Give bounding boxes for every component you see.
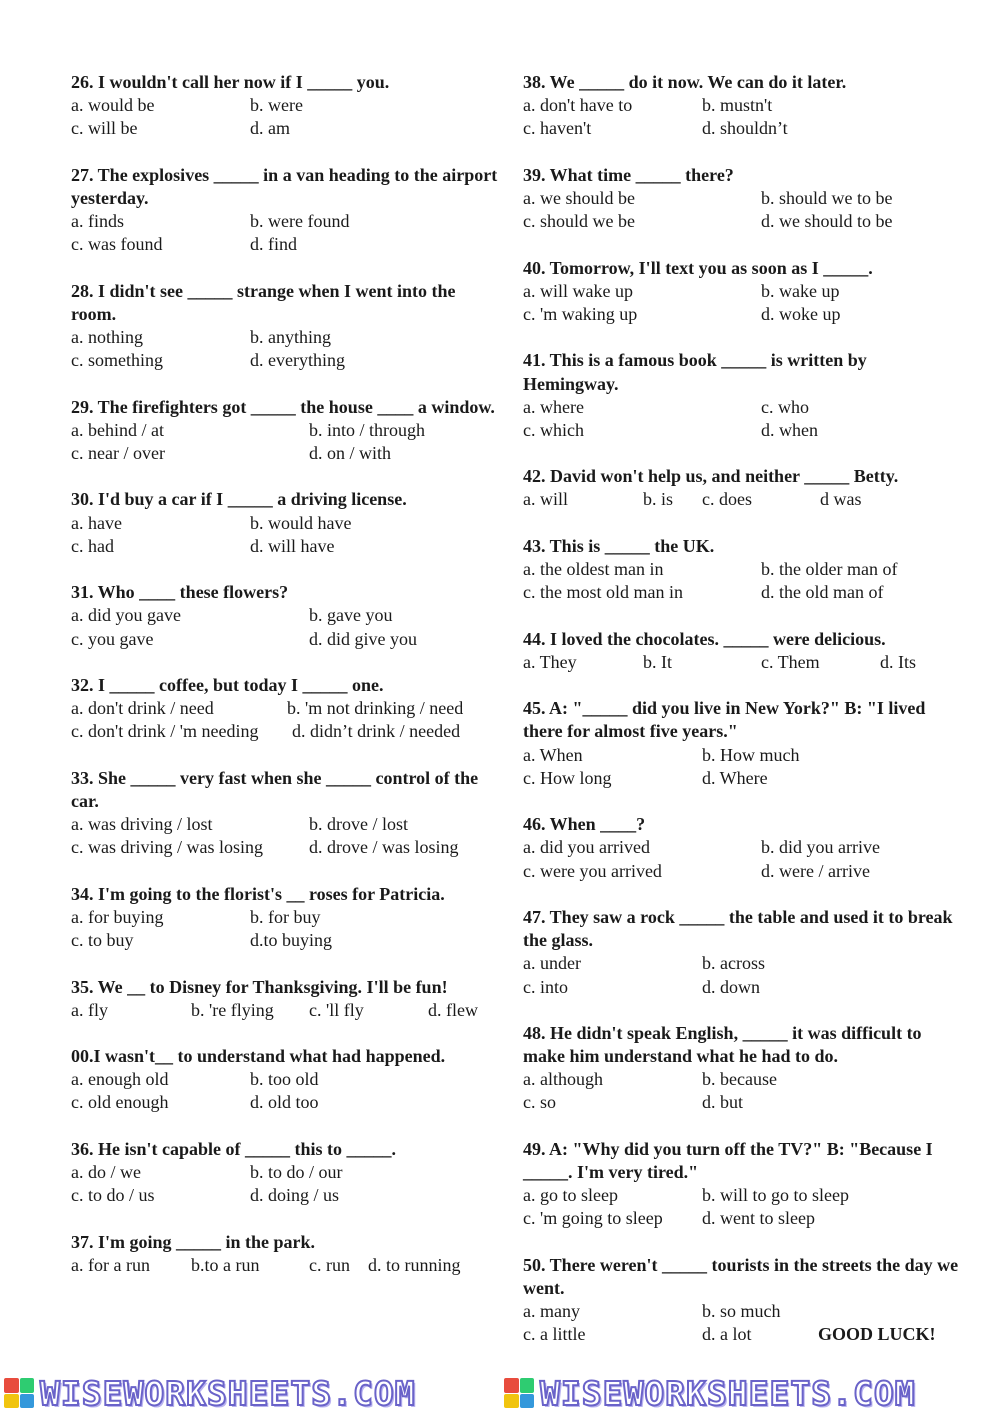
answer-option[interactable]: b. because [702,1069,777,1090]
brand-logo [504,1375,916,1411]
answer-option[interactable]: a. have [71,512,122,533]
answer-option[interactable]: b. should we to be [761,187,893,208]
options-row [523,94,963,117]
brand-logo [4,1375,416,1411]
answer-option[interactable]: a. will [523,489,568,510]
question-text: 40. Tomorrow, I'll text you as soon as I _____. [523,257,873,278]
options-row [71,233,501,256]
answer-option[interactable]: d. am [250,118,290,139]
options-row [71,906,501,929]
question-text: 41. This is a famous book _____ is written by Hemingway. [523,350,867,394]
question-block [523,535,963,605]
answer-option[interactable]: d. to running [368,1254,461,1275]
question-text: 31. Who ____ these flowers? [71,582,289,603]
answer-option[interactable]: b.to a run [191,1254,260,1275]
wise-logo-icon [4,1378,34,1408]
options-row [523,1207,963,1230]
question-text: 49. A: "Why did you turn off the TV?" B: "Because I _____. I'm very tired." [523,1138,933,1183]
answer-option[interactable]: c. How long [523,767,612,788]
options-row [71,442,501,465]
answer-option[interactable]: d. on / with [309,443,392,464]
brand-text: WISEWORKSHEETS.COM [40,1373,416,1413]
options-row [523,396,963,419]
options-row [71,1254,501,1277]
answer-option[interactable]: a. many [523,1301,580,1322]
answer-option[interactable]: b. How much [702,744,800,765]
answer-option[interactable]: d. drove / was losing [309,837,459,858]
options-row [71,720,501,743]
options-row [71,836,501,859]
question-text: 50. There weren't _____ tourists in the streets the day we went. [523,1254,959,1299]
answer-option[interactable]: c. had [71,535,114,556]
options-row [523,1091,963,1114]
answer-option[interactable]: c. don't drink / 'm needing [71,721,259,742]
answer-option[interactable]: a. under [523,953,581,974]
question-block [71,488,501,558]
answer-option[interactable]: a. go to sleep [523,1185,618,1206]
question-text: 32. I _____ coffee, but today I _____ one. [71,675,384,695]
answer-option[interactable]: d. we should to be [761,211,893,232]
answer-option[interactable]: a. do / we [71,1162,141,1183]
answer-option[interactable]: b. so much [702,1301,781,1322]
answer-option[interactable]: b. did you arrive [761,837,880,858]
options-row [523,117,963,140]
options-row [71,117,501,140]
answer-option[interactable]: a. nothing [71,327,143,348]
answer-option[interactable]: b. It [643,651,672,672]
answer-option[interactable]: c. were you arrived [523,860,662,881]
question-block [71,164,501,257]
question-block [71,976,501,1022]
right-question-column [523,71,963,1370]
question-block [523,465,963,511]
answer-option[interactable]: c. into [523,976,568,997]
question-text: 42. David won't help us, and neither _____ Betty. [523,466,899,487]
options-row [71,94,501,117]
answer-option[interactable]: d was [820,489,862,510]
options-row [523,1068,963,1091]
answer-option[interactable]: d. the old man of [761,582,884,603]
answer-option[interactable]: c. who [761,396,809,417]
answer-option[interactable]: c. you gave [71,628,154,649]
question-block [71,581,501,651]
options-row [523,976,963,999]
question-text: 33. She _____ very fast when she _____ control of the car. [71,767,479,811]
answer-option[interactable]: c. which [523,419,584,440]
question-text: 39. What time _____ there? [523,164,734,185]
options-row [71,929,501,952]
question-block [71,1138,501,1208]
options-row [71,604,501,627]
question-block [71,396,501,466]
question-block [523,628,963,674]
answer-option[interactable]: b. across [702,953,765,974]
answer-option[interactable]: c. does [702,489,752,510]
answer-option[interactable]: b. were found [250,211,350,232]
question-text: 34. I'm going to the florist's __ roses for Patricia. [71,883,445,904]
answer-option[interactable]: d. but [702,1092,744,1113]
answer-option[interactable]: b. wake up [761,280,840,301]
answer-option[interactable]: c. old enough [71,1092,169,1113]
answer-option[interactable]: d. went to sleep [702,1208,815,1229]
answer-option[interactable]: d. doing / us [250,1185,340,1206]
answer-option[interactable]: a. was driving / lost [71,814,213,835]
footer-brand-strip [0,1373,1000,1413]
answer-option[interactable]: a. When [523,744,583,765]
good-luck-text: GOOD LUCK! [818,1324,936,1345]
answer-option[interactable]: a. for a run [71,1254,150,1275]
question-text: 46. When ____? [523,814,646,835]
question-text: 43. This is _____ the UK. [523,535,715,556]
answer-option[interactable]: a. will wake up [523,280,633,301]
question-block [71,1231,501,1277]
answer-option[interactable]: a. where [523,396,584,417]
options-row [523,581,963,604]
answer-option[interactable]: c. 'll fly [309,999,364,1020]
question-block [71,767,501,860]
answer-option[interactable]: a. did you arrived [523,837,650,858]
answer-option[interactable]: a. They [523,651,577,672]
options-row [71,1068,501,1091]
answer-option[interactable]: a. although [523,1069,603,1090]
question-text: 30. I'd buy a car if I _____ a driving license. [71,489,407,510]
answer-option[interactable]: a. we should be [523,187,635,208]
options-row [71,535,501,558]
answer-option[interactable]: c. will be [71,118,138,139]
question-text: 38. We _____ do it now. We can do it later. [523,72,847,92]
answer-option[interactable]: d. everything [250,350,345,371]
options-row [71,999,501,1022]
question-block [523,906,963,999]
options-row [523,1184,963,1207]
answer-option[interactable]: c. to buy [71,930,134,951]
options-row [523,419,963,442]
answer-option[interactable]: c. was found [71,234,163,255]
question-text: 35. We __ to Disney for Thanksgiving. I'll be fun! [71,976,448,997]
options-row [523,744,963,767]
answer-option[interactable]: c. was driving / was losing [71,837,263,858]
wise-logo-icon [504,1378,534,1408]
question-block [523,813,963,883]
answer-option[interactable]: b. will to go to sleep [702,1185,849,1206]
options-row [523,767,963,790]
answer-option[interactable]: b. too old [250,1069,319,1090]
options-row [523,303,963,326]
answer-option[interactable]: b. 'm not drinking / need [287,698,464,719]
question-block [523,257,963,327]
options-row [523,210,963,233]
answer-option[interactable]: d. did give you [309,628,417,649]
answer-option[interactable]: c. should we be [523,211,635,232]
question-block [523,1138,963,1231]
options-row [523,558,963,581]
answer-option[interactable]: b. 're flying [191,999,274,1020]
options-row [71,1161,501,1184]
answer-option[interactable]: c. something [71,350,163,371]
question-text: 37. I'm going _____ in the park. [71,1231,316,1252]
question-text: 45. A: "_____ did you live in New York?" B: "I lived there for almost five years." [523,698,926,742]
answer-option[interactable]: b. were [250,95,303,116]
options-row [523,860,963,883]
answer-option[interactable]: d. shouldn’t [702,118,788,139]
answer-option[interactable]: a. don't drink / need [71,698,214,719]
answer-option[interactable]: d.to buying [250,930,333,951]
question-block [523,71,963,141]
options-row [71,512,501,535]
answer-option[interactable]: d. find [250,234,297,255]
question-text: 29. The firefighters got _____ the house ____ a window. [71,396,495,417]
options-row [71,1091,501,1114]
options-row [71,697,501,720]
answer-option[interactable]: c. to do / us [71,1185,155,1206]
answer-option[interactable]: c. 'm waking up [523,303,638,324]
answer-option[interactable]: a. did you gave [71,605,181,626]
answer-option[interactable]: a. for buying [71,906,164,927]
question-text: 47. They saw a rock _____ the table and used it to break the glass. [523,906,953,951]
question-block [523,697,963,790]
question-block [71,674,501,744]
question-text: 27. The explosives _____ in a van heading to the airport yesterday. [71,164,498,208]
options-row [523,280,963,303]
options-row [523,1323,963,1346]
answer-option[interactable]: b. drove / lost [309,814,408,835]
brand-text: WISEWORKSHEETS.COM [540,1373,916,1413]
answer-option[interactable]: a. would be [71,95,155,116]
options-row [71,419,501,442]
answer-option[interactable]: b. into / through [309,419,425,440]
answer-option[interactable]: a. behind / at [71,419,164,440]
answer-option[interactable]: c. run [309,1254,350,1275]
answer-option[interactable]: d. Its [880,651,916,672]
answer-option[interactable]: a. enough old [71,1069,169,1090]
options-row [71,628,501,651]
options-row [523,836,963,859]
answer-option[interactable]: c. a little [523,1324,586,1345]
answer-option[interactable]: a. don't have to [523,95,633,116]
options-row [71,349,501,372]
options-row [71,813,501,836]
answer-option[interactable]: c. haven't [523,118,592,139]
options-row [71,210,501,233]
question-block [71,280,501,373]
options-row [523,187,963,210]
question-block [523,164,963,234]
question-text: 44. I loved the chocolates. _____ were delicious. [523,628,886,649]
answer-option[interactable]: d. old too [250,1092,319,1113]
answer-option[interactable]: d. a lot [702,1324,752,1345]
answer-option[interactable]: d. didn’t drink / needed [292,721,461,742]
left-question-column [71,71,501,1300]
answer-option[interactable]: c. the most old man in [523,582,683,603]
answer-option[interactable]: a. the oldest man in [523,559,664,580]
answer-option[interactable]: c. 'm going to sleep [523,1208,663,1229]
answer-option[interactable]: b. the older man of [761,559,898,580]
question-text: 48. He didn't speak English, _____ it was difficult to make him understand what he had to do. [523,1022,922,1067]
question-block [523,1254,963,1347]
answer-option[interactable]: b. gave you [309,605,393,626]
question-text: 36. He isn't capable of _____ this to _____. [71,1138,397,1159]
options-row [71,326,501,349]
question-block [71,71,501,141]
options-row [523,1300,963,1323]
question-block [71,1045,501,1115]
answer-option[interactable]: d. will have [250,535,335,556]
question-block [71,883,501,953]
answer-option[interactable]: a. fly [71,999,108,1020]
answer-option[interactable]: d. when [761,419,818,440]
answer-option[interactable]: d. down [702,976,760,997]
answer-option[interactable]: b. would have [250,512,352,533]
answer-option[interactable]: c. so [523,1092,556,1113]
question-text: 28. I didn't see _____ strange when I went into the room. [71,280,456,324]
answer-option[interactable]: b. mustn't [702,95,773,116]
answer-option[interactable]: b. is [643,489,674,510]
options-row [523,952,963,975]
answer-option[interactable]: b. to do / our [250,1162,343,1183]
answer-option[interactable]: c. near / over [71,443,165,464]
answer-option[interactable]: d. Where [702,767,768,788]
answer-option[interactable]: b. for buy [250,906,321,927]
question-block [523,349,963,442]
options-row [523,488,963,511]
answer-option[interactable]: d. flew [428,999,478,1020]
answer-option[interactable]: d. were / arrive [761,860,870,881]
question-block [523,1022,963,1115]
options-row [71,1184,501,1207]
answer-option[interactable]: a. finds [71,211,124,232]
answer-option[interactable]: b. anything [250,327,331,348]
answer-option[interactable]: c. Them [761,651,820,672]
question-text: 00.I wasn't__ to understand what had happened. [71,1046,446,1067]
answer-option[interactable]: d. woke up [761,303,841,324]
question-text: 26. I wouldn't call her now if I _____ you. [71,72,390,92]
options-row [523,651,963,674]
